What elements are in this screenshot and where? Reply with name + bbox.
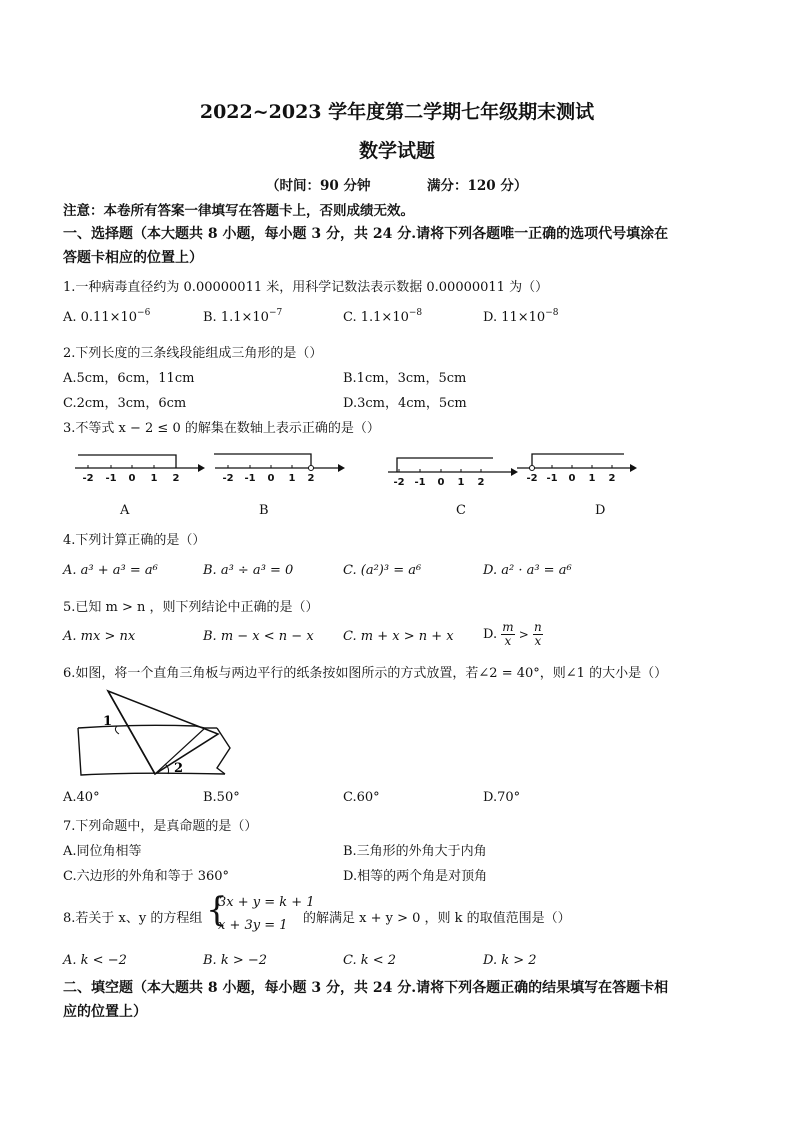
tick-label: -1 <box>244 473 256 484</box>
q8-stem-suffix: 的解满足 x + y > 0 ，则 k 的取值范围是（） <box>303 911 571 926</box>
q5-stem: 5.已知 m > n ，则下列结论中正确的是（） <box>63 600 319 615</box>
q7-stem: 7.下列命题中，是真命题的是（） <box>63 819 258 834</box>
number-line-a <box>70 448 205 492</box>
q2-stem: 2.下列长度的三条线段能组成三角形的是（） <box>63 346 323 361</box>
q3-label-c: C <box>456 503 466 518</box>
number-line-c <box>383 452 518 496</box>
notice: 注意：本卷所有答案一律填写在答题卡上，否则成绩无效。 <box>63 203 414 219</box>
q4-option-d: D. a² · a³ = a⁶ <box>483 563 572 578</box>
q7-option-c: C.六边形的外角和等于 360° <box>63 869 230 884</box>
time-info: （时间：90 分钟 <box>266 178 371 194</box>
tick-label: -1 <box>105 473 117 484</box>
q2-option-a: A.5cm，6cm，11cm <box>63 371 195 386</box>
tick-label: 2 <box>608 473 616 484</box>
q3-label-b: B <box>259 503 269 518</box>
q7-option-d: D.相等的两个角是对顶角 <box>343 869 488 884</box>
tick-label: 2 <box>477 477 485 488</box>
number-line-b <box>210 448 345 492</box>
subject-title: 数学试题 <box>358 140 435 162</box>
tick-label: 0 <box>437 477 445 488</box>
section1-heading-line1: 一、选择题（本大题共 8 小题，每小题 3 分，共 24 分.请将下列各题唯一正确的选项代号填涂在 <box>63 226 669 242</box>
tick-label: -1 <box>546 473 558 484</box>
tick-label: 0 <box>128 473 136 484</box>
tick-label: 1 <box>288 473 296 484</box>
q6-figure <box>75 688 245 792</box>
score-info: 满分：120 分） <box>427 178 528 194</box>
tick-label: -2 <box>222 473 234 484</box>
q4-option-b: B. a³ ÷ a³ = 0 <box>203 563 294 578</box>
q5-option-b: B. m − x < n − x <box>203 629 314 644</box>
q4-stem: 4.下列计算正确的是（） <box>63 533 206 548</box>
tick-label: 1 <box>457 477 465 488</box>
section1-heading-line2: 答题卡相应的位置上） <box>63 250 203 266</box>
tick-label: -2 <box>526 473 538 484</box>
q8-equation-2: x + 3y = 1 <box>218 918 288 933</box>
q3-label-a: A <box>120 503 130 518</box>
angle-label-2: 2 <box>174 761 184 776</box>
q8-equation-1: 3x + y = k + 1 <box>218 895 315 910</box>
tick-label: 1 <box>150 473 158 484</box>
q1-option-a: A. $0.11\times 10^{-6}$ <box>63 308 151 325</box>
number-line-d <box>512 446 647 490</box>
q8-option-b: B. k > −2 <box>203 953 268 968</box>
tick-label: 0 <box>267 473 275 484</box>
q8-stem-prefix: 8.若关于 x、y 的方程组 <box>63 911 203 926</box>
q8-option-d: D. k > 2 <box>483 953 537 968</box>
exam-title: 2022~2023 学年度第二学期七年级期末测试 <box>199 101 595 123</box>
q5-option-a: A. mx > nx <box>63 629 136 644</box>
q5-option-c: C. m + x > n + x <box>343 629 454 644</box>
q6-option-d: D.70° <box>483 790 521 805</box>
q2-option-b: B.1cm，3cm，5cm <box>343 371 467 386</box>
q8-option-a: A. k < −2 <box>63 953 127 968</box>
q1-option-b: B. $1.1\times 10^{-7}$ <box>203 308 283 325</box>
q4-option-a: A. a³ + a³ = a⁶ <box>63 563 158 578</box>
tick-label: -2 <box>393 477 405 488</box>
tick-label: 1 <box>588 473 596 484</box>
q6-option-a: A.40° <box>63 790 100 805</box>
system-brace: { <box>206 890 228 930</box>
section2-heading-line2: 应的位置上） <box>63 1004 147 1020</box>
q5-option-d: D. $\frac{m}{x}$ > $\frac{n}{x}$ <box>483 620 542 648</box>
q2-option-c: C.2cm，3cm，6cm <box>63 396 187 411</box>
q2-option-d: D.3cm，4cm，5cm <box>343 396 467 411</box>
tick-label: -2 <box>82 473 94 484</box>
q6-stem: 6.如图，将一个直角三角板与两边平行的纸条按如图所示的方式放置，若∠2 = 40°，则∠1 的大小是（） <box>63 666 668 681</box>
angle-label-1: 1 <box>103 714 113 729</box>
q1-stem: 1.一种病毒直径约为 0.00000011 米，用科学记数法表示数据 0.00000011 为（） <box>63 280 549 295</box>
q1-option-c: C. $1.1\times 10^{-8}$ <box>343 308 423 325</box>
tick-label: 0 <box>568 473 576 484</box>
tick-label: -1 <box>414 477 426 488</box>
q1-option-d: D. $11\times 10^{-8}$ <box>483 308 559 325</box>
q8-option-c: C. k < 2 <box>343 953 397 968</box>
section2-heading-line1: 二、填空题（本大题共 8 小题，每小题 3 分，共 24 分.请将下列各题正确的结果填写在答题卡相 <box>63 980 669 996</box>
q4-option-c: C. (a²)³ = a⁶ <box>343 563 422 578</box>
q3-stem: 3.不等式 x − 2 ≤ 0 的解集在数轴上表示正确的是（） <box>63 421 380 436</box>
q3-label-d: D <box>595 503 606 518</box>
q6-option-b: B.50° <box>203 790 240 805</box>
q7-option-a: A.同位角相等 <box>63 844 142 859</box>
q6-option-c: C.60° <box>343 790 380 805</box>
q7-option-b: B.三角形的外角大于内角 <box>343 844 487 859</box>
tick-label: 2 <box>307 473 315 484</box>
tick-label: 2 <box>172 473 180 484</box>
